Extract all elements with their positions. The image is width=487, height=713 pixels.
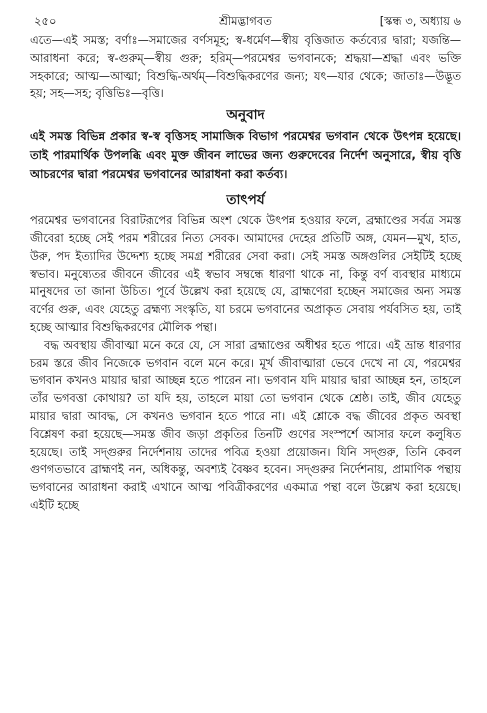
purport-paragraph-2: বদ্ধ অবস্থায় জীবাত্মা মনে করে যে, সে সারা ব্রহ্মাণ্ডের অধীশ্বর হতে পারে। এই ভ্রান্ত ধারণার চরম স্তরে জীব নিজেকে ভগবান বলে মনে করে। মূর্খ জীবাত্মারা ভেবে দেখে না যে, পরমেশ্বর ভগবান কখনও মায়ার দ্বারা আচ্ছন্ন হতে পারেন না। ভগবান যদি মায়ার দ্বারা আচ্ছন্ন হন, তাহলে তাঁর ভগবত্তা কোথায়? তা যদি হয়, তাহলে মায়া তো ভগবান থেকে শ্রেষ্ঠ। তাই, জীব যেহেতু মায়ার দ্বারা আবদ্ধ, সে কখনও ভগবান হতে পারে না। এই শ্লোকে বদ্ধ জীবের প্রকৃত অবস্থা বিশ্লেষণ করা হয়েছে—সমস্ত জীব জড়া প্রকৃতির তিনটি গুণের সংস্পর্শে আসার ফলে কলুষিত হয়েছে। তাই সদ্‌গুরুর নির্দেশনায় তাদের পবিত্র হওয়া প্রয়োজন। যিনি সদ্‌গুরু, তিনি কেবল গুণগতভাবে ব্রাহ্মণই নন, অধিকন্তু, অবশ্যই বৈষ্ণব হবেন। সদ্‌গুরুর নির্দেশনায়, প্রামাণিক পন্থায় ভগবানের আরাধনা করাই এখানে আত্ম পবিত্রীকরণের একমাত্র পন্থা বলে উল্লেখ করা হয়েছে। এইটি হচ্ছে <box>30 338 461 512</box>
chapter-reference: [স্কন্ধ ৩, অধ্যায় ৬ <box>379 14 461 28</box>
page-header <box>30 10 461 32</box>
purport-heading: তাৎপর্য <box>226 192 265 209</box>
page-number: ২৫০ <box>34 14 57 28</box>
purport-paragraph-1: পরমেশ্বর ভগবানের বিরাটরূপের বিভিন্ন অংশ থেকে উৎপন্ন হওয়ার ফলে, ব্রহ্মাণ্ডের সর্বত্র সমস্ত জীবেরা হচ্ছে সেই পরম শরীরের নিত্য সেবক। আমাদের দেহের প্রতিটি অঙ্গ, যেমন—মুখ, হাত, উরু, পদ ইত্যাদির উদ্দেশ্য হচ্ছে সমগ্র শরীরের সেবা করা। সেই সমস্ত অঙ্গগুলির সেইটিই হচ্ছে স্বভাব। মনুষ্যেতর জীবনে জীবের এই স্বভাব সম্বন্ধে ধারণা থাকে না, কিন্তু বর্ণ ব্যবস্থার মাধ্যমে মানুষদের তা জানা উচিত। পূর্বে উল্লেখ করা হয়েছে যে, ব্রাহ্মণেরা হচ্ছেন সমাজের অন্য সমস্ত বর্ণের গুরু, এবং যেহেতু ব্রহ্মণ্য সংস্কৃতি, যা চরমে ভগবানের অপ্রাকৃত সেবায় পর্যবসিত হয়, তাই হচ্ছে আত্মার বিশুদ্ধিকরণের মৌলিক পন্থা। <box>30 214 461 334</box>
translation-heading: অনুবাদ <box>226 107 265 124</box>
translation-text: এই সমস্ত বিভিন্ন প্রকার স্ব-স্ব বৃত্তিসহ সামাজিক বিভাগ পরমেশ্বর ভগবান থেকে উৎপন্ন হয়েছে। তাই পারমার্থিক উপলব্ধি এবং মুক্ত জীবন লাভের জন্য গুরুদেবের নির্দেশ অনুসারে, স্বীয় বৃত্তি আচরণের দ্বারা পরমেশ্বর ভগবানের আরাধনা করা কর্তব্য। <box>30 129 461 182</box>
page-title: শ্রীমদ্ভাগবত <box>219 14 272 28</box>
synonyms-paragraph: এতে—এই সমস্ত; বর্ণাঃ—সমাজের বর্ণসমূহ; স্ব-ধর্মেণ—স্বীয় বৃত্তিজাত কর্তব্যের দ্বারা; যজন্তি—আরাধনা করে; স্ব-গুরুম্—স্বীয় গুরু; হরিম্—পরমেশ্বর ভগবানকে; শ্রদ্ধয়া—শ্রদ্ধা এবং ভক্তি সহকারে; আত্ম—আত্মা; বিশুদ্ধি-অর্থম্—বিশুদ্ধিকরণের জন্য; যৎ—যার থেকে; জাতাঃ—উদ্ভূত হয়; সহ—সহ; বৃত্তিভিঃ—বৃত্তি। <box>30 34 461 101</box>
